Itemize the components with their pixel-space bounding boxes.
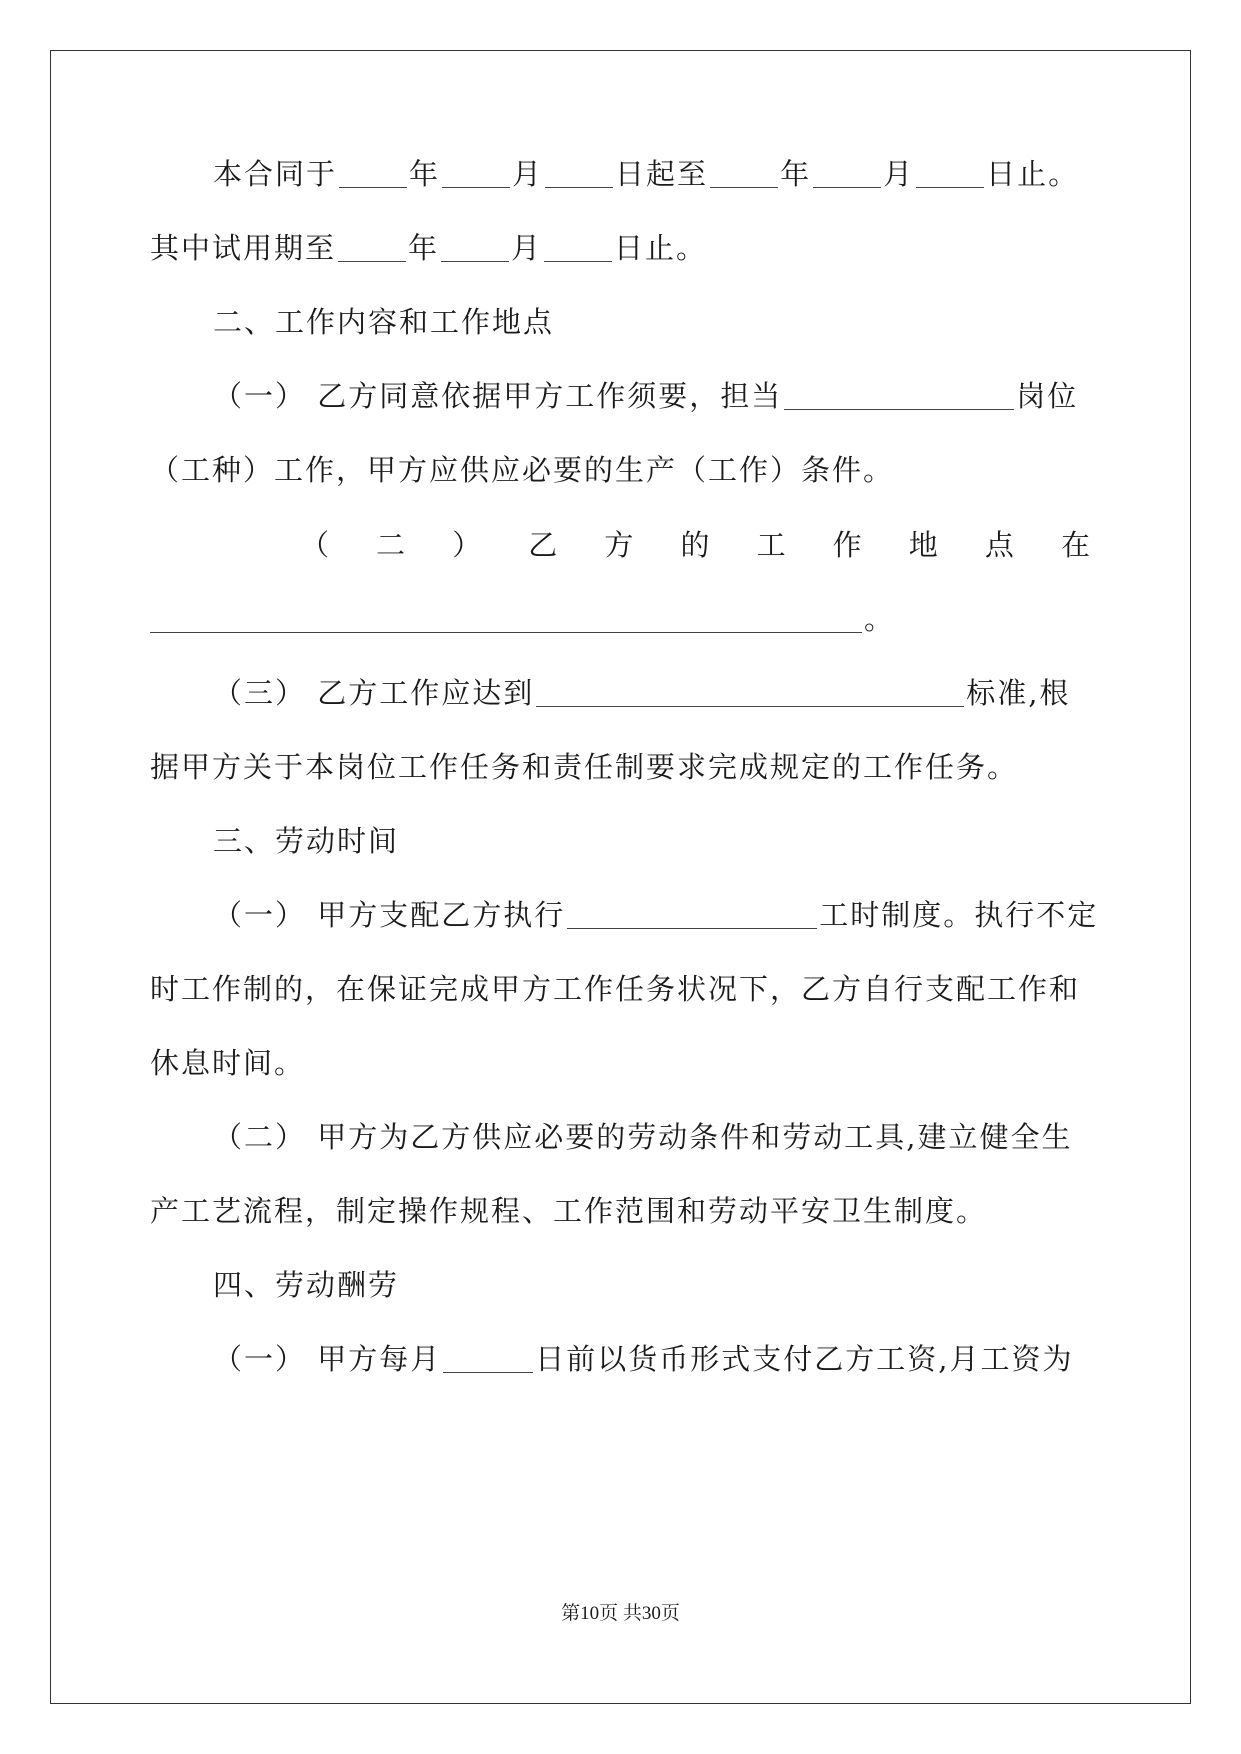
blank-field[interactable]: [916, 155, 984, 188]
contract-period-line: [213, 144, 1092, 204]
char: 二: [376, 528, 408, 562]
text: 年: [408, 231, 440, 265]
text: 日止。: [986, 157, 1080, 191]
blank-field[interactable]: [442, 155, 510, 188]
char: 地: [908, 528, 940, 562]
clause-line: [213, 885, 1099, 945]
blank-field[interactable]: [443, 1340, 533, 1373]
text: 年: [780, 157, 812, 191]
blank-field[interactable]: [784, 377, 1014, 410]
section-heading: 二、工作内容和工作地点: [213, 305, 555, 339]
text: （一） 乙方同意依据甲方工作须要，担当: [213, 379, 783, 413]
blank-field[interactable]: [150, 600, 862, 633]
text: 日止。: [614, 231, 708, 265]
blank-field[interactable]: [338, 229, 406, 262]
blank-field[interactable]: [536, 674, 964, 707]
text: 工时制度。执行不定: [819, 898, 1099, 932]
char: 乙: [528, 528, 560, 562]
blank-field[interactable]: [544, 229, 612, 262]
char: 在: [1060, 528, 1092, 562]
char: 的: [680, 528, 712, 562]
char: （: [300, 528, 332, 562]
text: （一） 甲方支配乙方执行: [213, 898, 566, 932]
clause-line: [213, 366, 1092, 426]
text: 其中试用期至: [150, 231, 337, 265]
blank-field[interactable]: [545, 155, 613, 188]
text: 本合同于: [213, 157, 338, 191]
clause-line: [213, 663, 1092, 723]
section-heading: 四、劳动酬劳: [213, 1268, 400, 1302]
text: 月: [511, 231, 543, 265]
char: 点: [984, 528, 1016, 562]
clause-line-justified: [300, 515, 1092, 575]
clause-line: （工种）工作，甲方应供应必要的生产（工作）条件。: [150, 453, 895, 487]
clause-line: 休息时间。: [150, 1046, 306, 1080]
char: 作: [832, 528, 864, 562]
section-heading: 三、劳动时间: [213, 824, 400, 858]
clause-line: [213, 1329, 1092, 1389]
text: （一） 甲方每月: [213, 1342, 442, 1376]
text: 。: [864, 602, 896, 636]
text: 标准,根: [966, 676, 1071, 710]
text: 岗位: [1016, 379, 1079, 413]
text: 月: [883, 157, 915, 191]
char: ）: [452, 528, 484, 562]
char: 方: [604, 528, 636, 562]
text: （三） 乙方工作应达到: [213, 676, 535, 710]
text: 日前以货币形式支付乙方工资,月工资为: [535, 1342, 1074, 1376]
text: 年: [409, 157, 441, 191]
clause-line: 产工艺流程，制定操作规程、工作范围和劳动平安卫生制度。: [150, 1194, 988, 1228]
blank-field[interactable]: [567, 896, 817, 929]
clause-line: 时工作制的，在保证完成甲方工作任务状况下，乙方自行支配工作和: [150, 972, 1081, 1006]
text: 日起至: [615, 157, 709, 191]
work-location-line: [150, 589, 1092, 649]
blank-field[interactable]: [441, 229, 509, 262]
probation-line: [150, 218, 1092, 278]
text: 月: [512, 157, 544, 191]
clause-line: 据甲方关于本岗位工作任务和责任制要求完成规定的工作任务。: [150, 750, 1019, 784]
clause-line: （二） 甲方为乙方供应必要的劳动条件和劳动工具,建立健全生: [213, 1120, 1073, 1154]
page-number-footer: 第10页 共30页: [561, 1603, 680, 1624]
char: 工: [756, 528, 788, 562]
blank-field[interactable]: [339, 155, 407, 188]
blank-field[interactable]: [813, 155, 881, 188]
blank-field[interactable]: [710, 155, 778, 188]
